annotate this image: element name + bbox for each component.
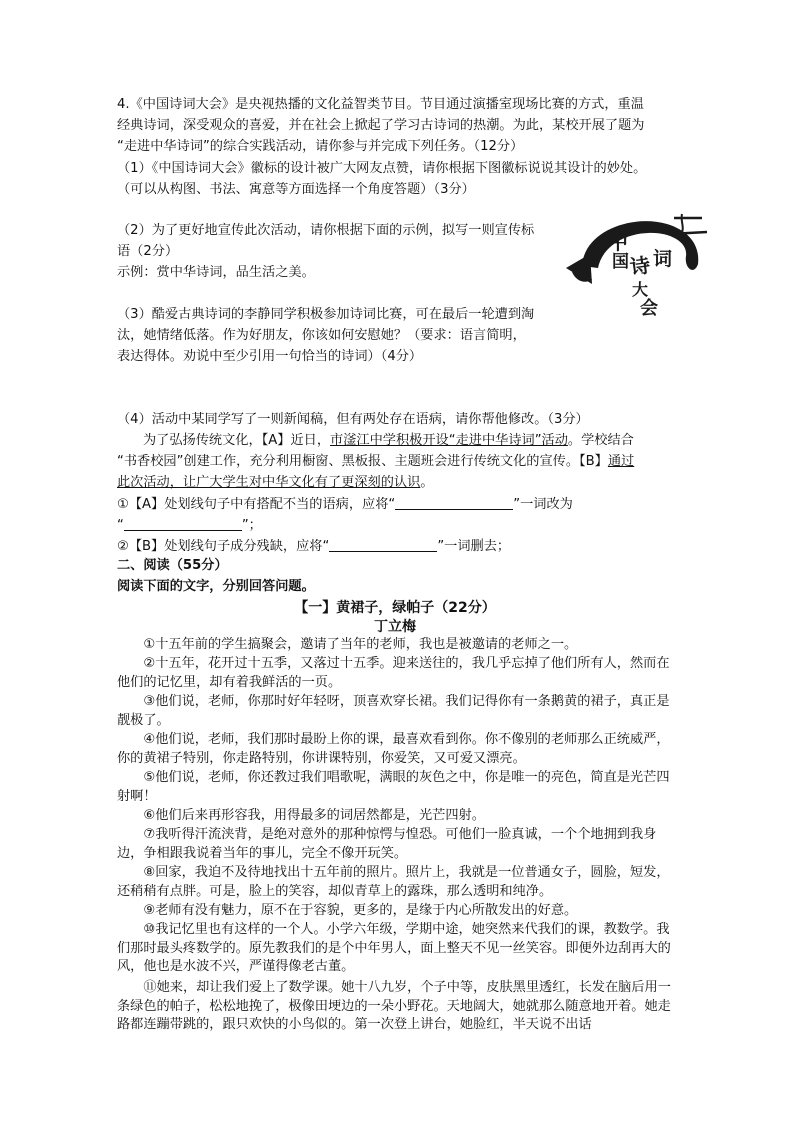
q4-sub4-title: （4）活动中某同学写了一则新闻稿，但有两处存在语病，请你帮他修改。（3分） <box>117 412 589 427</box>
answer-1-line-2 <box>117 517 262 535</box>
news-line-3 <box>117 474 434 492</box>
answer-1-text-c: “ <box>117 518 124 533</box>
news-text-c: 。学校结合 <box>567 433 634 448</box>
article-paragraph-6: ⑥他们后来再形容我，用得最多的词居然都是，光芒四射。 <box>143 808 485 823</box>
article-paragraph-7: ⑦我听得汗流浃背，是绝对意外的那种惊愕与惶恐。可他们一脸真诚，一个个地拥到我身边，争相跟我说着当年的事儿，完全不像开玩笑。 <box>117 827 657 861</box>
news-text-e: 。 <box>420 475 434 490</box>
answer-2-line <box>117 538 510 556</box>
news-line-1 <box>143 432 634 450</box>
section-2-heading: 二、阅读（55分） <box>117 558 228 573</box>
answer-1-text-a: ①【A】处划线句子中有搭配不当的语病，应将“ <box>117 497 396 512</box>
article-paragraph-1: ①十五年前的学生搞聚会，邀请了当年的老师，我也是被邀请的老师之一。 <box>143 637 578 652</box>
logo-char-zhong: 中 <box>608 230 628 254</box>
underlined-sentence-a: 市滏江中学积极开设“走进中华诗词”活动 <box>330 433 568 448</box>
q4-sub1-line-2: （可以从构图、书法、寓意等方面选择一个角度答题）（3分） <box>117 182 475 197</box>
article-paragraph-11: ⑪她来，却让我们爱上了数学课。她十八九岁，个子中等，皮肤黑里透红，长发在脑后用一条绿色的帕子，松松地挽了，极像田埂边的一朵小野花。天地阔大，她就那么随意地开着。她走路都连蹦带跳的，跟只欢快的小鸟似的。第一次登上讲台，她脸红，半天说不出话 <box>117 980 671 1032</box>
news-text-a: 为了弘扬传统文化， <box>143 433 262 448</box>
article-paragraph-8: ⑧回家，我迫不及待地找出十五年前的照片。照片上，我就是一位普通女子，圆脸，短发，还稍稍有点胖。可是，脸上的笑容，却似青草上的露珠，那么透明和纯净。 <box>117 865 670 899</box>
mark-b: 【B】 <box>579 454 608 469</box>
answer-1-text-d: ”； <box>241 518 262 533</box>
section-2-instruction: 阅读下面的文字，分别回答问题。 <box>117 579 315 594</box>
q4-intro-line-3: “走进中华诗词”的综合实践活动，请你参与并完成下列任务。（12分） <box>117 139 524 154</box>
logo-char-da: 大 <box>632 280 649 299</box>
logo-char-hui: 会 <box>640 298 658 319</box>
q4-sub3-line-1: （3）酷爱古典诗词的李静同学积极参加诗词比赛，可在最后一轮遭到淘 <box>117 307 535 322</box>
article-paragraph-3: ③他们说，老师，你那时好年轻呀，顶喜欢穿长裙。我们记得你有一条鹅黄的裙子，真正是靓极了。 <box>117 694 670 728</box>
answer-1-blank-1[interactable] <box>395 496 513 510</box>
article-paragraph-5: ⑤他们说，老师，你还教过我们唱歌呢，满眼的灰色之中，你是唯一的亮色，简直是光芒四射啊！ <box>117 770 670 804</box>
answer-2-text-a: ②【B】处划线句子成分残缺，应将“ <box>117 539 330 554</box>
q4-sub3-line-2: 汰，她情绪低落。作为好朋友，你该如何安慰她？（要求：语言简明， <box>117 328 526 343</box>
logo-char-ci: 词 <box>653 248 673 270</box>
underlined-sentence-b-start: 通过 <box>607 454 635 469</box>
article-paragraph-10: ⑩我记忆里也有这样的一个人。小学六年级，学期中途，她突然来代我们的课，教数学。我们那时最头疼数学的。原先教我们的是个中年男人，面上整天不见一丝笑容。即便外边刮再大的风，他也是水波不兴，严谨得像老古董。 <box>117 922 671 974</box>
logo-char-shi: 诗 <box>628 252 652 280</box>
answer-1-text-b: ”一词改为 <box>513 497 573 512</box>
article-paragraph-4: ④他们说，老师，我们那时最盼上你的课，最喜欢看到你。你不像别的老师那么正统威严，你的黄裙子特别，你走路特别，你讲课特别，你爱笑，又可爱又漂亮。 <box>117 732 670 766</box>
q4-sub2-line-1: （2）为了更好地宣传此次活动，请你根据下面的示例，拟写一则宣传标 <box>117 223 535 238</box>
q4-intro-line-1: 4.《中国诗词大会》是央视热播的文化益智类节目。节目通过演播室现场比赛的方式，重温 <box>117 97 644 112</box>
q4-sub2-example: 示例：赏中华诗词，品生活之美。 <box>117 265 315 280</box>
article-author: 丁立梅 <box>374 619 416 635</box>
answer-2-text-b: ”一词删去； <box>437 539 511 554</box>
q4-intro-line-2: 经典诗词，深受观众的喜爱，并在社会上掀起了学习古诗词的热潮。为此，某校开展了题为 <box>117 118 645 133</box>
news-text-b: 近日， <box>290 433 331 448</box>
underlined-sentence-b: 此次活动，让广大学生对中华文化有了更深刻的认识 <box>117 475 421 490</box>
answer-1-line-1 <box>117 496 573 514</box>
q4-sub2-line-2: 语（2分） <box>117 244 179 259</box>
q4-sub3-line-3: 表达得体。劝说中至少引用一句恰当的诗词）（4分） <box>117 349 423 364</box>
article-title: 【一】黄裙子，绿帕子（22分） <box>294 600 496 616</box>
article-paragraph-2: ②十五年，花开过十五季，又落过十五季。迎来送往的，我几乎忘掉了他们所有人，然而在他们的记忆里，却有着我鲜活的一页。 <box>117 656 670 690</box>
logo-char-guo: 国 <box>612 252 629 272</box>
news-line-2 <box>117 453 634 471</box>
article-paragraph-9: ⑨老师有没有魅力，原不在于容貌，更多的，是缘于内心所散发出的好意。 <box>143 903 578 918</box>
q4-sub1-line-1: （1）《中国诗词大会》徽标的设计被广大网友点赞，请你根据下图徽标说说其设计的妙处。 <box>117 161 647 176</box>
news-text-d: “书香校园”创建工作，充分利用橱窗、黑板报、主题班会进行传统文化的宣传。 <box>117 454 580 469</box>
answer-1-blank-2[interactable] <box>124 517 242 531</box>
mark-a: 【A】 <box>261 433 291 448</box>
answer-2-blank[interactable] <box>329 538 437 552</box>
